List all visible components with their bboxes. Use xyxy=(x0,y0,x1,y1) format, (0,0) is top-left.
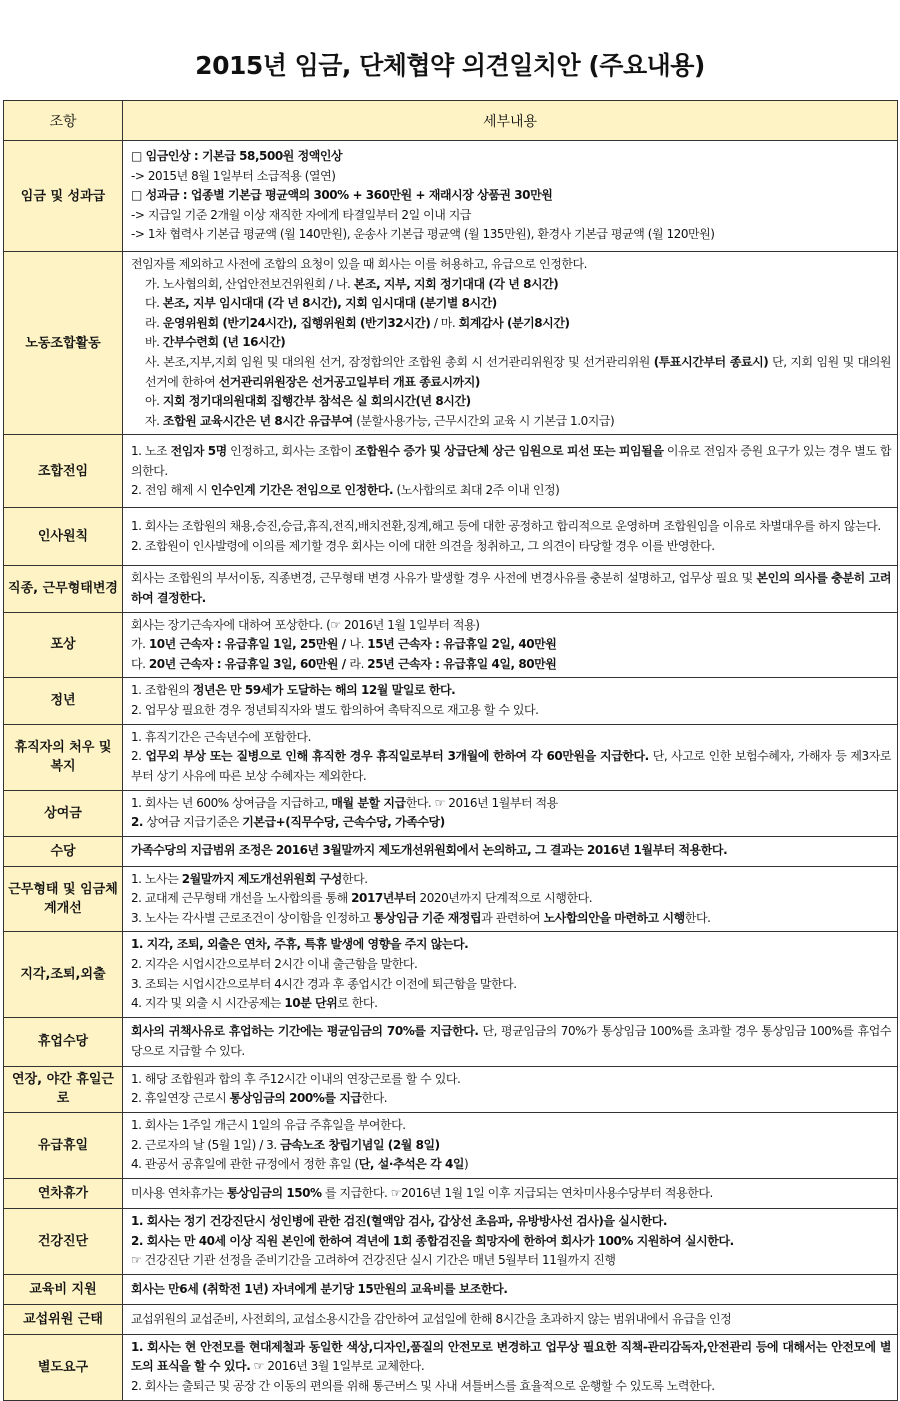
row-label: 휴업수당 xyxy=(4,1017,123,1066)
text-segment: 2. 회사는 출퇴근 및 공장 간 이동의 편의를 위해 통근버스 및 사내 셔틀버스를 효율적으로 운행할 수 있도록 노력한다. xyxy=(131,1379,715,1393)
text-segment: 매월 분할 지급 xyxy=(331,795,406,810)
text-segment: 1. 회사는 년 600% 상여금을 지급하고, xyxy=(131,795,332,810)
text-segment: 2. 전임 해제 시 xyxy=(131,483,211,498)
text-segment: 회사는 장기근속자에 대하여 포상한다. (☞ 2016년 1월 1일부터 적용) xyxy=(131,617,480,632)
content-line xyxy=(131,1022,891,1061)
content-line xyxy=(131,1251,891,1271)
table-row xyxy=(4,724,898,790)
text-segment: 로 한다. xyxy=(337,996,378,1011)
text-segment: 전임자를 제외하고 사전에 조합의 요청이 있을 때 회사는 이를 허용하고, 유급으로 인정한다. xyxy=(131,257,587,271)
text-segment: 10년 근속자 : 유급휴일 1일, 25만원 / xyxy=(148,637,350,652)
row-label: 유급휴일 xyxy=(4,1113,123,1179)
content-line xyxy=(131,314,891,334)
row-content xyxy=(123,678,898,724)
text-segment: □ 임금인상 : 기본급 58,500원 정액인상 xyxy=(131,149,343,164)
row-label: 휴직자의 처우 및 복지 xyxy=(4,724,123,790)
row-label: 직종, 근무형태변경 xyxy=(4,566,123,612)
text-segment: 1. 회사는 현 안전모를 현대제철과 동일한 색상,디자인,품질의 안전모로 변경하고 업무상 필요한 직책-관리감독자,안전관리 등에 대해서는 안전모에 별도의 표식을 할 수 있다. xyxy=(131,1339,891,1374)
table-row xyxy=(4,252,898,435)
text-segment: 단, 설·추석은 각 4일 xyxy=(358,1157,465,1172)
content-line xyxy=(131,147,891,167)
text-segment: 2. 지각은 시업시간으로부터 2시간 이내 출근함을 말한다. xyxy=(131,957,418,972)
row-label: 교육비 지원 xyxy=(4,1274,123,1304)
text-segment: 2. xyxy=(131,815,144,830)
row-content xyxy=(123,866,898,932)
text-segment: 인정하고, 회사는 조합이 xyxy=(226,443,356,458)
table-row xyxy=(4,612,898,678)
table-row xyxy=(4,932,898,1017)
content-line xyxy=(131,841,891,861)
content-line xyxy=(131,517,891,537)
text-segment: 15년 근속자 : 유급휴일 2일, 40만원 xyxy=(367,637,557,652)
content-line xyxy=(131,255,891,275)
row-content xyxy=(123,1304,898,1334)
content-line xyxy=(131,1184,891,1204)
content-line xyxy=(131,275,891,295)
text-segment: 2020년까지 단계적으로 시행한다. xyxy=(416,891,593,906)
content-line xyxy=(131,481,891,501)
text-segment: 사. 본조,지부,지회 임원 및 대의원 선거, 잠정합의안 조합원 총회 시 선거관리위원장 및 선거관리위원 xyxy=(145,354,654,369)
text-segment: 1. 지각, 조퇴, 외출은 연차, 주휴, 특휴 발생에 영향을 주지 않는다. xyxy=(131,937,469,952)
row-content xyxy=(123,932,898,1017)
text-segment: 10분 단위 xyxy=(284,996,338,1011)
text-segment: 단, 평균임금의 70%가 통상임금 100%를 초과할 경우 통상임금 100%를 휴업수당으로 지급할 수 있다. xyxy=(131,1024,891,1058)
content-line xyxy=(131,813,891,833)
text-segment: 통상임금의 150% xyxy=(226,1185,322,1200)
row-content xyxy=(123,435,898,508)
row-content xyxy=(123,1334,898,1400)
text-segment: 한다. ☞ 2016년 1월부터 적용 xyxy=(405,795,558,810)
table-row xyxy=(4,1066,898,1112)
content-line xyxy=(131,909,891,929)
content-line xyxy=(131,1155,891,1175)
table-row xyxy=(4,1017,898,1066)
table-row xyxy=(4,836,898,866)
text-segment: 통상임금의 200%를 지급 xyxy=(229,1091,362,1106)
text-segment: 3. 조퇴는 시업시간으로부터 4시간 경과 후 종업시간 이전에 퇴근함을 말한다. xyxy=(131,976,517,991)
text-segment: 를 지급한다. ☞2016년 1월 1일 이후 지급되는 연차미사용수당부터 적용한다. xyxy=(321,1185,713,1200)
text-segment: 4. 지각 및 외출 시 시간공제는 xyxy=(131,996,285,1011)
text-segment: 2. 업무상 필요한 경우 정년퇴직자와 별도 합의하여 촉탁직으로 재고용 할 수 있다. xyxy=(131,702,539,717)
text-segment: -> 2015년 8월 1일부터 소급적용 (열연) xyxy=(131,168,336,183)
text-segment: 2. 휴일연장 근로시 xyxy=(131,1091,230,1106)
row-label: 포상 xyxy=(4,612,123,678)
text-segment: 2. 교대제 근무형태 개선을 노사합의를 통해 xyxy=(131,891,352,906)
content-line xyxy=(131,186,891,206)
row-content xyxy=(123,724,898,790)
content-line xyxy=(131,569,891,608)
text-segment: 라. xyxy=(349,656,368,671)
text-segment: 회사는 만6세 (취학전 1년) 자녀에게 분기당 15만원의 교육비를 보조한다. xyxy=(131,1281,508,1296)
row-label: 조합전임 xyxy=(4,435,123,508)
text-segment: 통상임금 기준 재정립 xyxy=(373,910,482,925)
text-segment: 한다. xyxy=(341,871,368,886)
text-segment: 회사의 귀책사유로 휴업하는 기간에는 평균임금의 70%를 지급한다. xyxy=(131,1024,479,1039)
text-segment: 자. xyxy=(145,413,163,428)
text-segment: 조합원 교육시간은 년 8시간 유급부여 xyxy=(162,413,353,428)
text-segment: (투표시간부터 종료시) xyxy=(653,354,769,369)
text-segment: 2월말까지 제도개선위원회 구성 xyxy=(181,871,342,886)
text-segment: 25년 근속자 : 유급휴일 4일, 80만원 xyxy=(367,656,557,671)
row-content xyxy=(123,790,898,836)
table-header-row xyxy=(4,101,898,141)
content-line xyxy=(131,412,891,432)
text-segment: 금속노조 창립기념일 (2월 8일) xyxy=(280,1137,440,1152)
content-line xyxy=(131,1089,891,1109)
content-line xyxy=(131,889,891,909)
text-segment: 한다. xyxy=(361,1091,388,1106)
text-segment: 1. 회사는 조합원의 채용,승진,승급,휴직,전직,배치전환,징계,해고 등에 대한 공정하고 합리적으로 운영하며 조합원임을 이유로 차별대우를 하지 않는다. xyxy=(131,519,881,534)
text-segment: 아. xyxy=(145,394,163,409)
text-segment: 2. 회사는 만 40세 이상 직원 본인에 한하여 격년에 1회 종합검진을 희망자에 한하여 회사가 100% 지원하여 실시한다. xyxy=(131,1233,734,1248)
header-article: 조항 xyxy=(4,101,123,141)
text-segment: 운영위원회 (반기24시간), 집행위원회 (반기32시간) xyxy=(162,315,431,330)
text-segment: 본조, 지부, 지회 정기대대 (각 년 8시간) xyxy=(353,276,559,291)
row-content xyxy=(123,612,898,678)
agreement-table xyxy=(3,100,898,1401)
text-segment: 1. 휴직기간은 근속년수에 포함한다. xyxy=(131,729,311,744)
text-segment: 간부수련회 (년 16시간) xyxy=(162,335,286,350)
text-segment: 가. xyxy=(131,637,149,652)
table-row xyxy=(4,1179,898,1209)
text-segment: 전임자 5명 xyxy=(170,443,227,458)
table-row xyxy=(4,790,898,836)
row-label: 수당 xyxy=(4,836,123,866)
table-row xyxy=(4,1334,898,1400)
text-segment: ☞ 건강진단 기관 선정을 준비기간을 고려하여 건강진단 실시 기간은 매년 5월부터 11월까지 진행 xyxy=(131,1253,616,1268)
content-line xyxy=(131,1070,891,1090)
text-segment: 2. xyxy=(131,749,146,764)
content-line xyxy=(131,935,891,955)
text-segment: 바. xyxy=(145,335,163,350)
table-row xyxy=(4,1209,898,1275)
content-line xyxy=(131,1136,891,1156)
text-segment: 본조, 지부 임시대대 (각 년 8시간), 지회 임시대대 (분기별 8시간) xyxy=(162,296,497,311)
row-content xyxy=(123,566,898,612)
row-label: 임금 및 성과급 xyxy=(4,141,123,252)
text-segment: 3. 노사는 각사별 근로조건이 상이함을 인정하고 xyxy=(131,910,374,925)
row-content xyxy=(123,1066,898,1112)
text-segment: (분할사용가능, 근무시간외 교육 시 기본급 1.0지급) xyxy=(352,413,615,428)
content-line xyxy=(131,794,891,814)
text-segment: -> 지급일 기준 2개월 이상 재직한 자에게 타결일부터 2일 이내 지급 xyxy=(131,207,472,222)
row-label: 별도요구 xyxy=(4,1334,123,1400)
text-segment: (노사합의로 최대 2주 이내 인정) xyxy=(393,483,560,498)
table-row xyxy=(4,1113,898,1179)
row-label: 지각,조퇴,외출 xyxy=(4,932,123,1017)
content-line xyxy=(131,1116,891,1136)
text-segment: 인수인계 기간은 전임으로 인정한다. xyxy=(210,483,394,498)
text-segment: 단, 사고로 인한 보험수혜자, 가해자 등 제3자로 부터 상기 사유에 따른 보상 수혜자는 제외한다. xyxy=(131,749,891,783)
text-segment: 1. 회사는 1주일 개근시 1일의 유급 주휴일을 부여한다. xyxy=(131,1118,406,1133)
text-segment: 이유로 전임자 증원 요구가 있는 경우 별도 합의한다. xyxy=(131,443,891,478)
text-segment: / 마. xyxy=(430,315,459,330)
table-row xyxy=(4,1304,898,1334)
text-segment: 교섭위원의 교섭준비, 사전회의, 교섭소용시간을 감안하여 교섭일에 한해 8시간을 초과하지 않는 범위내에서 유급을 인정 xyxy=(131,1311,732,1326)
table-row xyxy=(4,141,898,252)
content-line xyxy=(131,728,891,748)
content-line xyxy=(131,537,891,557)
table-row xyxy=(4,866,898,932)
text-segment: 다. xyxy=(145,296,163,311)
header-details: 세부내용 xyxy=(123,101,898,141)
row-label: 교섭위원 근태 xyxy=(4,1304,123,1334)
row-content xyxy=(123,508,898,566)
text-segment: -> 1차 협력사 기본급 평균액 (월 140만원), 운송사 기본급 평균액 (월 135만원), 환경사 기본급 평균액 (월 120만원) xyxy=(131,227,715,242)
row-label: 상여금 xyxy=(4,790,123,836)
content-line xyxy=(131,616,891,636)
text-segment: 라. xyxy=(145,315,163,330)
text-segment: □ 성과금 : 업종별 기본급 평균액의 300% + 360만원 + 재래시장 상품권 30만원 xyxy=(131,188,553,203)
text-segment: 나. xyxy=(349,637,368,652)
content-line xyxy=(131,353,891,392)
text-segment: 1. 회사는 정기 건강진단시 성인병에 관한 검진(혈액암 검사, 갑상선 초음파, 유방방사선 검사)을 실시한다. xyxy=(131,1214,667,1229)
row-content xyxy=(123,836,898,866)
content-line xyxy=(131,975,891,995)
row-content xyxy=(123,1209,898,1275)
content-line xyxy=(131,635,891,655)
row-label: 정년 xyxy=(4,678,123,724)
content-line xyxy=(131,392,891,412)
text-segment: ) xyxy=(464,1157,469,1172)
text-segment: 1. 해당 조합원과 합의 후 주12시간 이내의 연장근로를 할 수 있다. xyxy=(131,1071,461,1086)
content-line xyxy=(131,955,891,975)
text-segment: ☞ 2016년 3월 1일부로 교체한다. xyxy=(250,1359,425,1374)
row-label: 노동조합활동 xyxy=(4,252,123,435)
content-line xyxy=(131,1212,891,1232)
content-line xyxy=(131,870,891,890)
row-label: 근무형태 및 임금체계개선 xyxy=(4,866,123,932)
text-segment: 1. 조합원의 xyxy=(131,683,193,698)
content-line xyxy=(131,1377,891,1397)
content-line xyxy=(131,167,891,187)
content-line xyxy=(131,442,891,481)
text-segment: 지회 정기대의원대회 집행간부 참석은 실 회의시간(년 8시간) xyxy=(162,394,471,409)
content-line xyxy=(131,206,891,226)
text-segment: 한다. xyxy=(684,910,711,925)
row-content xyxy=(123,1113,898,1179)
text-segment: 회사는 조합원의 부서이동, 직종변경, 근무형태 변경 사유가 발생할 경우 사전에 변경사유를 충분히 설명하고, 업무상 필요 및 xyxy=(131,571,757,586)
row-content xyxy=(123,1179,898,1209)
text-segment: 회계감사 (분기8시간) xyxy=(458,315,570,330)
text-segment: 선거관리위원장은 선거공고일부터 개표 종료시까지) xyxy=(218,374,480,389)
content-line xyxy=(131,747,891,786)
text-segment: 2. 조합원이 인사발령에 이의를 제기할 경우 회사는 이에 대한 의견을 청취하고, 그 의견이 타당할 경우 이를 반영한다. xyxy=(131,538,715,553)
row-label: 인사원칙 xyxy=(4,508,123,566)
content-line xyxy=(131,333,891,353)
content-line xyxy=(131,1338,891,1377)
text-segment: 가. 노사협의회, 산업안전보건위원회 / 나. xyxy=(145,276,354,291)
text-segment: 과 관련하여 xyxy=(481,910,544,925)
row-content xyxy=(123,1017,898,1066)
table-row xyxy=(4,678,898,724)
content-line xyxy=(131,294,891,314)
row-content xyxy=(123,141,898,252)
content-line xyxy=(131,681,891,701)
content-line xyxy=(131,1232,891,1252)
text-segment: 상여금 지급기준은 xyxy=(143,815,243,830)
table-row xyxy=(4,508,898,566)
content-line xyxy=(131,1310,891,1330)
text-segment: 미사용 연차휴가는 xyxy=(131,1185,227,1200)
text-segment: 2. 근로자의 날 (5월 1일) / 3. xyxy=(131,1137,281,1152)
text-segment: 20년 근속자 : 유급휴일 3일, 60만원 / xyxy=(148,656,350,671)
table-row xyxy=(4,1274,898,1304)
content-line xyxy=(131,1280,891,1300)
content-line xyxy=(131,994,891,1014)
text-segment: 1. 노조 xyxy=(131,443,171,458)
text-segment: 다. xyxy=(131,656,149,671)
table-row xyxy=(4,566,898,612)
row-content xyxy=(123,252,898,435)
row-content xyxy=(123,1274,898,1304)
text-segment: 가족수당의 지급범위 조정은 2016년 3월말까지 제도개선위원회에서 논의하고, 그 결과는 2016년 1월부터 적용한다. xyxy=(131,843,728,858)
text-segment: 조합원수 증가 및 상급단체 상근 임원으로 피선 또는 피임될을 xyxy=(355,443,664,458)
row-label: 연장, 야간 휴일근로 xyxy=(4,1066,123,1112)
text-segment: 업무외 부상 또는 질병으로 인해 휴직한 경우 휴직일로부터 3개월에 한하여 각 60만원을 지급한다. xyxy=(145,749,649,764)
text-segment: 4. 관공서 공휴일에 관한 규정에서 정한 휴일 ( xyxy=(131,1157,359,1172)
text-segment: 2017년부터 xyxy=(351,891,417,906)
content-line xyxy=(131,225,891,245)
text-segment: 기본급+(직무수당, 근속수당, 가족수당) xyxy=(242,815,445,830)
text-segment: 정년은 만 59세가 도달하는 해의 12월 말일로 한다. xyxy=(192,683,456,698)
text-segment: 1. 노사는 xyxy=(131,871,182,886)
content-line xyxy=(131,655,891,675)
text-segment: 노사합의안을 마련하고 시행 xyxy=(543,910,685,925)
text-segment: 본인의 의사를 충분히 고려하여 결정한다. xyxy=(131,571,892,605)
page-title: 2015년 임금, 단체협약 의견일치안 (주요내용) xyxy=(195,51,705,80)
row-label: 연차휴가 xyxy=(4,1179,123,1209)
table-row xyxy=(4,435,898,508)
text-segment: 단, 지회 임원 및 대의원 선거에 한하여 xyxy=(145,354,892,389)
content-line xyxy=(131,701,891,721)
row-label: 건강진단 xyxy=(4,1209,123,1275)
